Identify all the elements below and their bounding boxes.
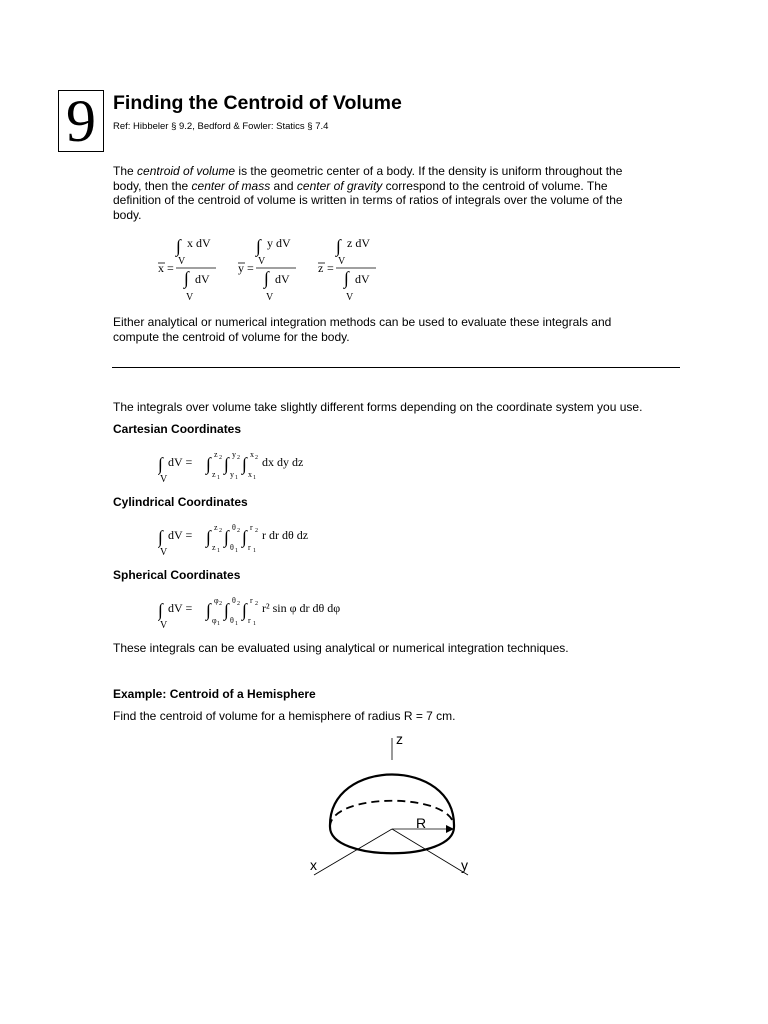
eq-integrand: dx dy dz — [262, 455, 304, 469]
svg-text:=: = — [247, 261, 254, 275]
svg-text:x: x — [248, 470, 252, 479]
svg-text:φ: φ — [212, 616, 217, 625]
svg-text:=: = — [327, 261, 334, 275]
svg-text:∫: ∫ — [242, 527, 247, 547]
svg-text:2: 2 — [219, 601, 222, 607]
svg-text:1: 1 — [217, 475, 220, 481]
eq-lhs: dV = — [168, 601, 193, 615]
svg-text:∫: ∫ — [242, 600, 247, 620]
svg-text:z: z — [212, 543, 216, 552]
intro-text: The — [113, 164, 138, 178]
svg-text:∫: ∫ — [184, 268, 189, 288]
svg-text:∫: ∫ — [158, 527, 163, 547]
term-centroid-of-volume: centroid of volume — [137, 164, 236, 178]
centroid-equations — [150, 228, 390, 308]
eq-denominator: dV — [275, 272, 290, 286]
svg-text:θ: θ — [232, 523, 236, 532]
page-title: Finding the Centroid of Volume — [113, 92, 402, 114]
integral-limit-2 — [223, 450, 240, 481]
svg-text:r: r — [248, 543, 251, 552]
svg-text:1: 1 — [253, 621, 256, 627]
svg-text:r: r — [250, 523, 253, 532]
y-axis-label: y — [461, 857, 468, 873]
svg-text:=: = — [167, 261, 174, 275]
eq-lhs: z — [318, 261, 324, 275]
cylindrical-heading: Cylindrical Coordinates — [113, 495, 248, 509]
integral-limit-3 — [241, 523, 258, 554]
eq-region: V — [160, 547, 168, 558]
svg-text:∫: ∫ — [344, 268, 349, 288]
intro-text: is the geometric center of a body. If the density is uniform throughout the body, then the — [113, 164, 623, 193]
svg-text:y: y — [232, 450, 236, 459]
svg-text:θ: θ — [232, 596, 236, 605]
svg-text:2: 2 — [237, 455, 240, 461]
eq-region: V — [178, 256, 186, 267]
svg-text:φ: φ — [214, 596, 219, 605]
svg-text:∫: ∫ — [158, 454, 163, 474]
chapter-number: 9 — [66, 88, 96, 154]
svg-text:∫: ∫ — [256, 236, 261, 256]
svg-text:1: 1 — [217, 621, 220, 627]
eq-denominator: dV — [195, 272, 210, 286]
hemisphere-figure — [300, 732, 490, 882]
cartesian-heading: Cartesian Coordinates — [113, 422, 242, 436]
eq-integrand: r dr dθ dz — [262, 528, 309, 542]
eq-region: V — [160, 474, 168, 485]
svg-text:∫: ∫ — [264, 268, 269, 288]
svg-text:2: 2 — [237, 601, 240, 607]
eq-denominator: dV — [355, 272, 370, 286]
closing-paragraph: These integrals can be evaluated using analytical or numerical integration techniques. — [113, 641, 569, 655]
svg-text:θ: θ — [230, 543, 234, 552]
svg-text:2: 2 — [255, 601, 258, 607]
svg-text:2: 2 — [219, 455, 222, 461]
svg-text:z: z — [214, 450, 218, 459]
intro-text: correspond to the centroid of volume. The definition of the centroid of volume is written in terms of ratios of integrals over the volume of the body. — [113, 178, 623, 222]
example-text: Find the centroid of volume for a hemisphere of radius R = 7 cm. — [113, 709, 456, 723]
svg-text:2: 2 — [255, 528, 258, 534]
spherical-heading: Spherical Coordinates — [113, 568, 241, 582]
integral-limit-1 — [205, 596, 222, 627]
svg-text:1: 1 — [235, 548, 238, 554]
svg-text:y: y — [230, 470, 234, 479]
eq-integrand: r² sin φ dr dθ dφ — [262, 601, 341, 615]
term-center-of-mass: center of mass — [191, 178, 271, 193]
hemisphere-base-back — [330, 801, 454, 827]
z-axis-label: z — [396, 732, 403, 747]
integral-limit-3 — [241, 596, 258, 627]
svg-text:∫: ∫ — [224, 600, 229, 620]
svg-text:1: 1 — [253, 548, 256, 554]
chapter-number-box — [58, 90, 104, 152]
eq-region: V — [160, 620, 168, 631]
reference-line: Ref: Hibbeler § 9.2, Bedford & Fowler: Statics § 7.4 — [113, 121, 329, 132]
svg-text:∫: ∫ — [206, 527, 211, 547]
integral-limit-1 — [205, 523, 222, 554]
svg-text:2: 2 — [237, 528, 240, 534]
integral-limit-2 — [223, 523, 240, 554]
eq-lhs: x — [158, 261, 164, 275]
svg-text:x: x — [250, 450, 254, 459]
eq-region: V — [186, 292, 194, 303]
eq-lhs: dV = — [168, 455, 193, 469]
centroid-eq-y — [238, 236, 296, 303]
intro-paragraph — [113, 164, 653, 222]
svg-text:∫: ∫ — [206, 600, 211, 620]
eq-region: V — [338, 256, 346, 267]
svg-text:1: 1 — [253, 475, 256, 481]
intro-text: and — [270, 178, 297, 193]
radius-label: R — [416, 815, 427, 831]
svg-text:1: 1 — [217, 548, 220, 554]
svg-text:z: z — [212, 470, 216, 479]
svg-text:θ: θ — [230, 616, 234, 625]
hemisphere-base-front — [330, 827, 454, 853]
eq-region: V — [266, 292, 274, 303]
example-heading: Example: Centroid of a Hemisphere — [113, 687, 316, 701]
svg-text:∫: ∫ — [206, 454, 211, 474]
svg-text:∫: ∫ — [336, 236, 341, 256]
svg-text:∫: ∫ — [242, 454, 247, 474]
svg-text:2: 2 — [255, 455, 258, 461]
svg-text:∫: ∫ — [224, 527, 229, 547]
spherical-equation — [158, 590, 378, 634]
integral-limit-3 — [241, 450, 258, 481]
svg-text:1: 1 — [235, 475, 238, 481]
svg-text:r: r — [248, 616, 251, 625]
svg-text:z: z — [214, 523, 218, 532]
eq-lhs: dV = — [168, 528, 193, 542]
section-divider — [112, 367, 680, 368]
eq-numerator: x dV — [187, 236, 211, 250]
eq-region: V — [346, 292, 354, 303]
integration-methods-paragraph: Either analytical or numerical integration methods can be used to evaluate these integrals and compute the centroid of volume for the body. — [113, 315, 612, 344]
eq-region: V — [258, 256, 266, 267]
svg-text:∫: ∫ — [158, 600, 163, 620]
integral-limit-1 — [205, 450, 222, 481]
centroid-eq-x — [158, 236, 216, 303]
x-axis-label: x — [310, 857, 317, 873]
svg-text:2: 2 — [219, 528, 222, 534]
coordinates-intro: The integrals over volume take slightly different forms depending on the coordinate system you use. — [113, 400, 643, 414]
svg-text:∫: ∫ — [176, 236, 181, 256]
cartesian-equation — [158, 444, 358, 488]
svg-text:1: 1 — [235, 621, 238, 627]
eq-numerator: y dV — [267, 236, 291, 250]
eq-numerator: z dV — [347, 236, 370, 250]
eq-lhs: y — [238, 261, 244, 275]
integral-limit-2 — [223, 596, 240, 627]
cylindrical-equation — [158, 517, 358, 561]
centroid-eq-z — [318, 236, 376, 303]
term-center-of-gravity: center of gravity — [296, 178, 383, 193]
svg-text:∫: ∫ — [224, 454, 229, 474]
svg-text:r: r — [250, 596, 253, 605]
